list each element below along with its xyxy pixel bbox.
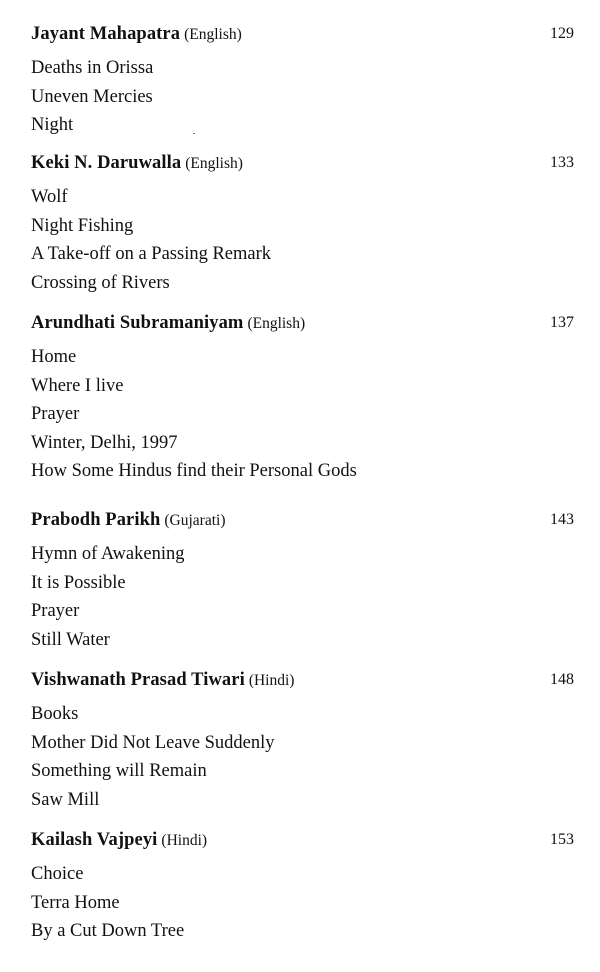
toc-entry-mahapatra <box>31 24 576 140</box>
author-name: Arundhati Subramaniyam <box>31 313 244 333</box>
poem-title: Saw Mill <box>31 789 100 810</box>
poem-title: Home <box>31 347 77 367</box>
page-number: 137 <box>550 314 574 331</box>
language-tag: (English) <box>184 26 242 43</box>
toc-entry-parikh <box>31 510 576 654</box>
page-number: 143 <box>550 511 574 528</box>
page-number: 129 <box>550 25 574 42</box>
entry-header <box>31 153 576 183</box>
poem-title: Night <box>31 115 74 135</box>
poem-title: It is Possible <box>31 572 126 593</box>
poem-title: Crossing of Rivers <box>31 272 170 293</box>
toc-entry-vajpeyi <box>31 830 576 946</box>
poem-title: Choice <box>31 864 84 884</box>
page-number: 133 <box>550 154 574 171</box>
author-name: Jayant Mahapatra <box>31 24 181 44</box>
page-number: 153 <box>550 831 574 848</box>
poem-title: Terra Home <box>31 892 120 913</box>
poem-title: Prayer <box>31 404 80 424</box>
poem-title: Uneven Mercies <box>31 86 153 107</box>
language-tag: (English) <box>185 155 243 172</box>
toc-entry-tiwari <box>31 670 576 814</box>
poem-title: Still Water <box>31 629 110 650</box>
poem-title: Night Fishing <box>31 215 134 236</box>
entry-header <box>31 24 576 54</box>
poem-title: Where I live <box>31 375 124 396</box>
poem-title: Books <box>31 704 79 724</box>
language-tag: (Gujarati) <box>164 512 226 529</box>
poem-title: By a Cut Down Tree <box>31 921 185 941</box>
poem-title: Something will Remain <box>31 761 207 781</box>
entry-header <box>31 830 576 860</box>
language-tag: (Hindi) <box>248 672 295 689</box>
poem-title: Mother Did Not Leave Suddenly <box>31 732 275 753</box>
toc-entry-subramaniyam <box>31 313 576 486</box>
entry-header <box>31 670 576 700</box>
language-tag: (English) <box>247 315 306 332</box>
poem-title: Hymn of Awakening <box>31 544 185 564</box>
entry-header <box>31 313 576 343</box>
poem-title: How Some Hindus find their Personal Gods <box>31 461 357 481</box>
entry-header <box>31 510 576 540</box>
author-name: Keki N. Daruwalla <box>31 153 182 173</box>
toc-entry-daruwalla <box>31 153 576 297</box>
page-number: 148 <box>550 671 574 688</box>
poem-title: Deaths in Orissa <box>31 58 154 78</box>
author-name: Kailash Vajpeyi <box>31 830 158 850</box>
author-name: Vishwanath Prasad Tiwari <box>31 670 245 690</box>
poem-title: A Take-off on a Passing Remark <box>31 244 272 264</box>
language-tag: (Hindi) <box>161 832 208 849</box>
poem-title: Prayer <box>31 601 80 621</box>
author-name: Prabodh Parikh <box>31 510 161 530</box>
poem-title: Wolf <box>31 187 68 207</box>
poem-title: Winter, Delhi, 1997 <box>31 432 178 453</box>
